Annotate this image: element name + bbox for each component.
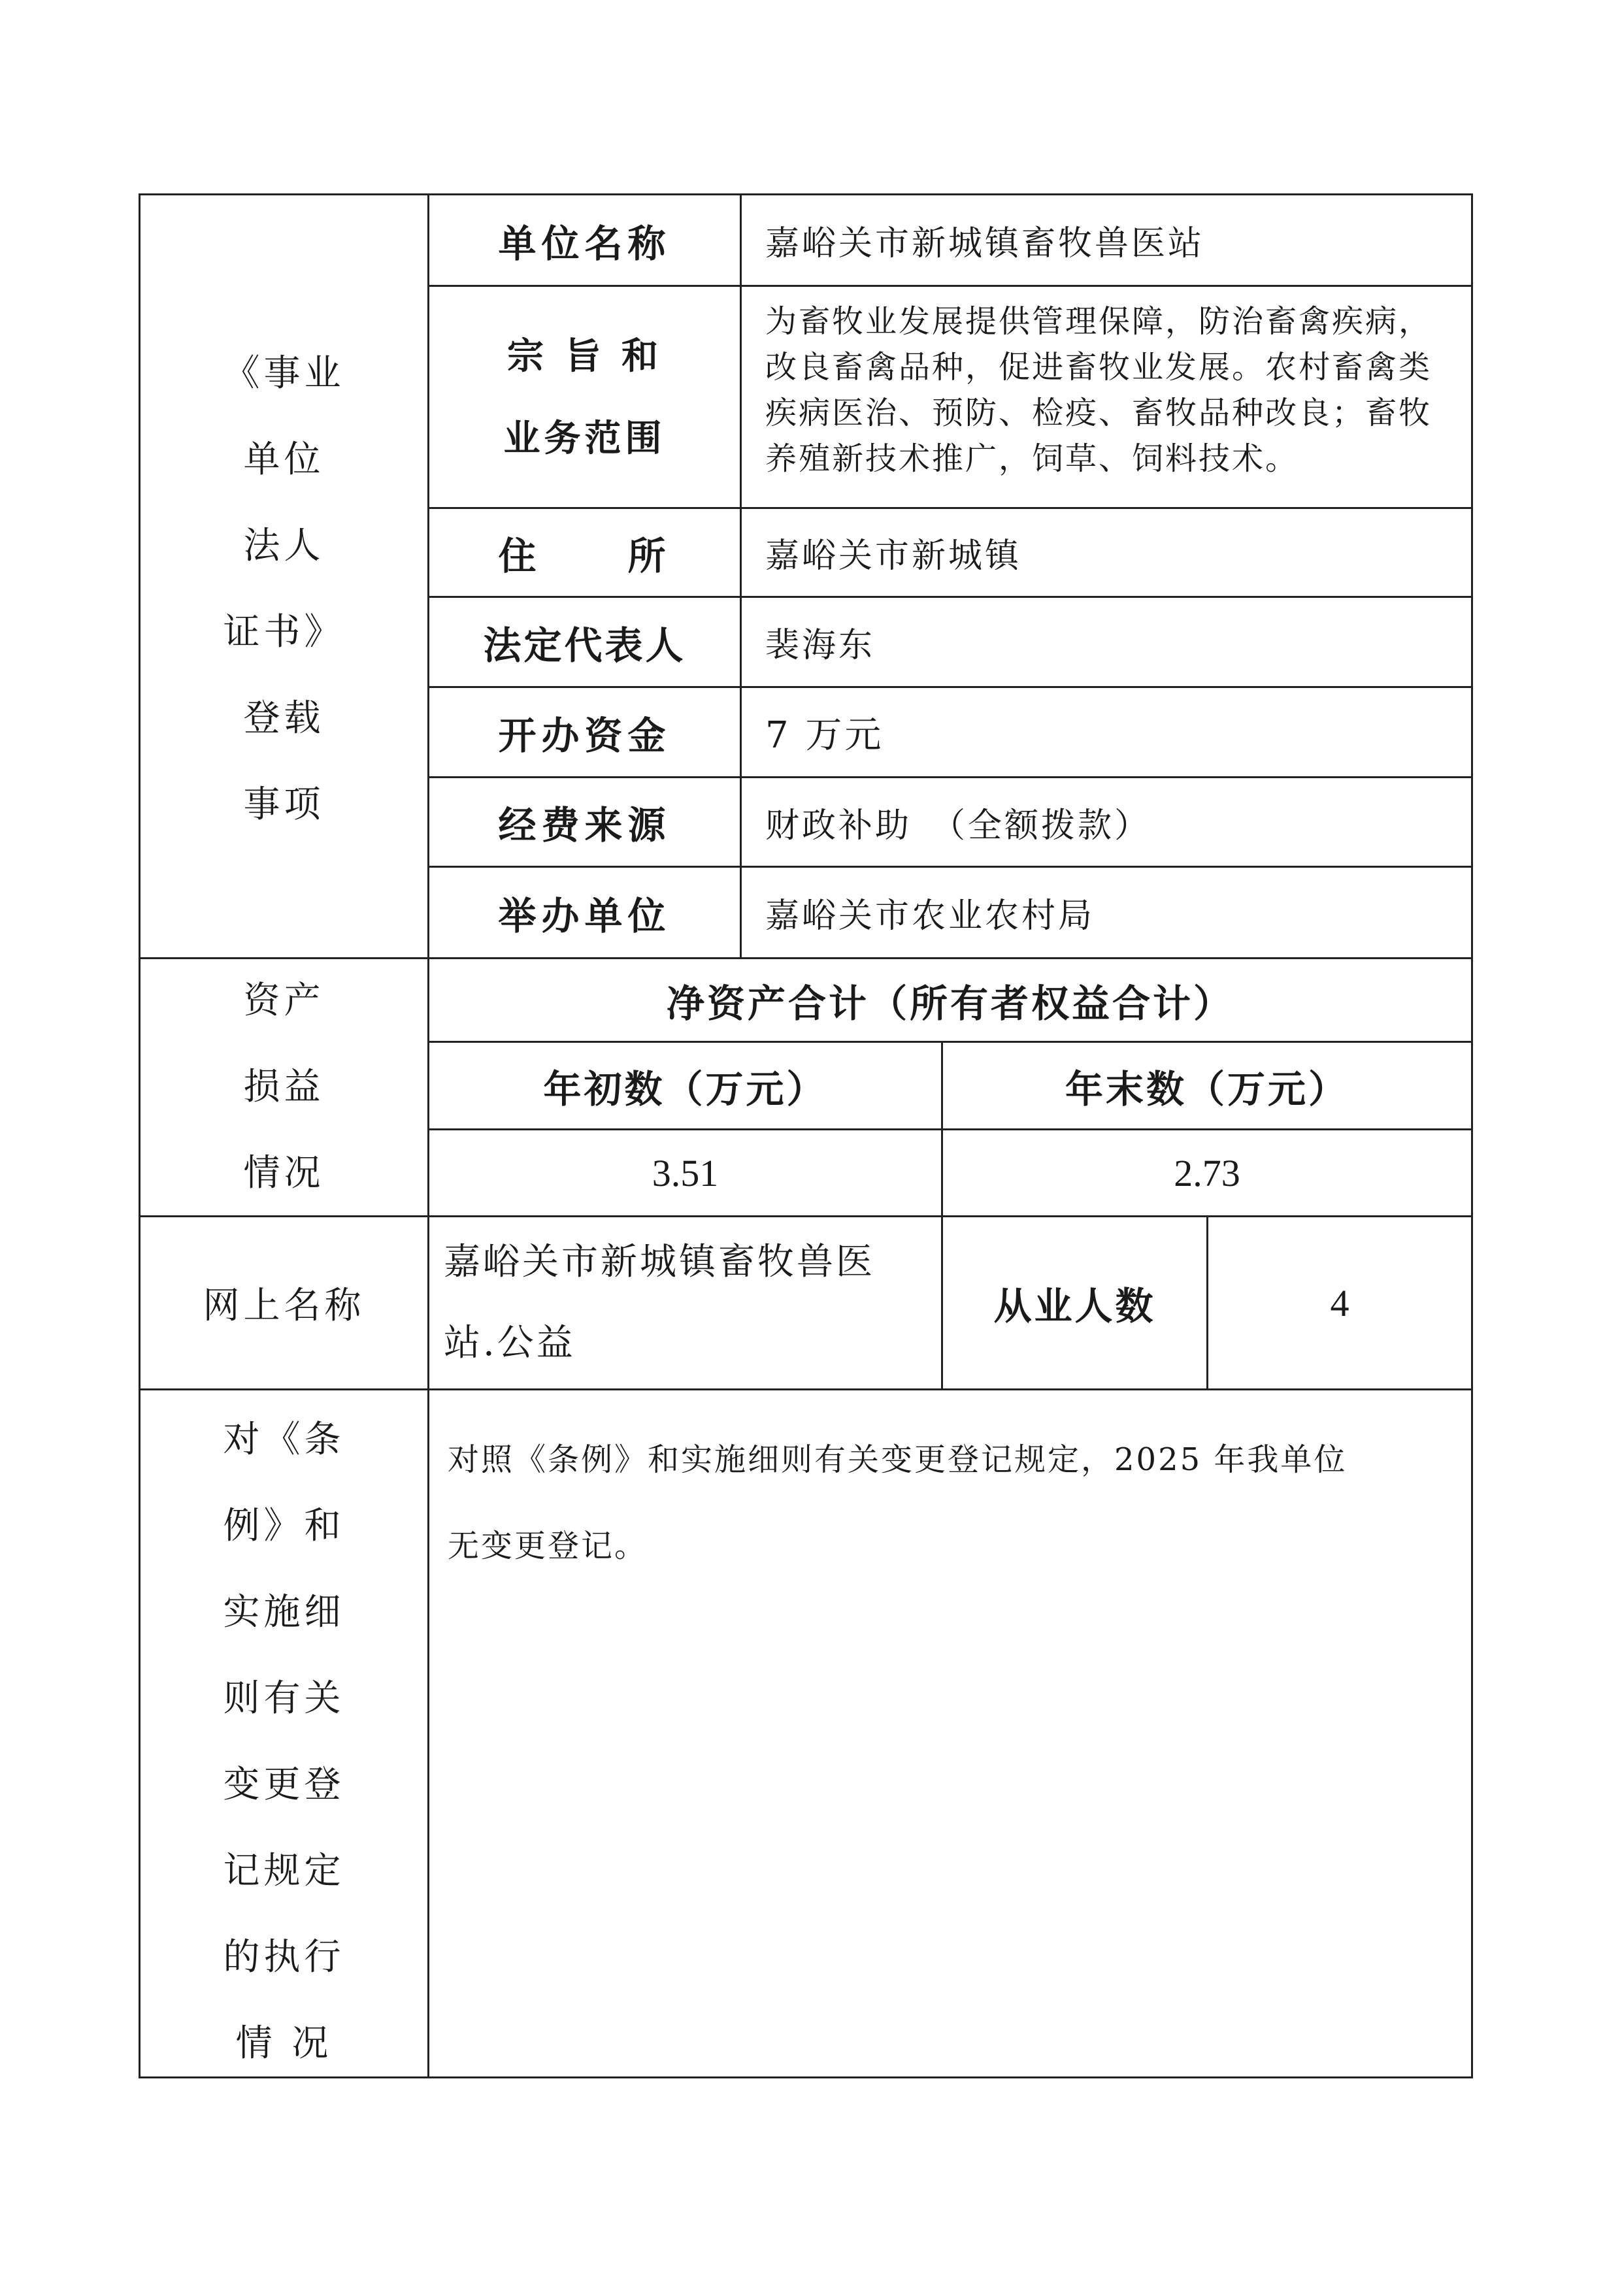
legal-rep-label: 法定代表人 [483,623,686,668]
section1-label [141,195,427,957]
staff-count-value: 4 [1330,1281,1349,1324]
beginning-of-year-value: 3.51 [652,1151,719,1194]
table-border-bottom [139,2076,1473,2078]
label-line: 记规定 [223,1850,345,1892]
funding-source-label: 经费来源 [498,803,671,847]
label-line: 《事业 [223,352,345,395]
address-value: 嘉峪关市新城镇 [765,536,1022,576]
unit-name-value: 嘉峪关市新城镇畜牧兽医站 [765,224,1205,263]
unit-name-label: 单位名称 [498,221,671,266]
table-border-right [1471,193,1473,2078]
label-line: 的执行 [223,1936,345,1978]
legal-rep-value: 裴海东 [765,626,876,665]
label-line: 例》和 [223,1505,345,1547]
label-line: 事项 [243,783,325,826]
label-line: 资产 [243,979,325,1022]
label-line: 证书》 [223,611,345,653]
sponsor-label: 举办单位 [498,893,671,938]
label-line: 实施细 [223,1591,345,1633]
label-line: 登载 [243,697,325,740]
label-line: 单位 [243,438,325,481]
label-line: 业务范围 [503,416,666,460]
value-line: 无变更登记。 [448,1528,648,1564]
change-registration-value [429,1390,1471,2076]
value-line: 嘉峪关市新城镇畜牧兽医 [444,1241,875,1283]
label-line: 情况 [243,1152,325,1194]
end-of-year-value: 2.73 [1174,1151,1240,1194]
online-name-label: 网上名称 [203,1285,365,1327]
label-line: 损益 [243,1066,325,1108]
staff-count-label: 从业人数 [993,1284,1156,1328]
purpose-scope-label [429,287,740,507]
section2-label [141,959,427,1215]
label-line: 变更登 [223,1763,345,1806]
label-line: 法人 [243,525,325,567]
value-line: 站.公益 [444,1322,576,1364]
section4-label [141,1390,427,2076]
label-line: 情 况 [235,2022,333,2065]
funding-source-value: 财政补助 （全额拨款） [765,806,1151,845]
sponsor-value: 嘉峪关市农业农村局 [765,896,1095,936]
purpose-scope-value: 为畜牧业发展提供管理保障，防治畜禽疾病，改良畜禽品种，促进畜牧业发展。农村畜禽类疾病医治、预防、检疫、畜牧品种改良；畜牧养殖新技术推广，饲草、饲料技术。 [765,303,1432,477]
beginning-of-year-header: 年初数（万元） [543,1066,827,1111]
label-line: 则有关 [223,1677,345,1720]
address-label: 住 所 [498,533,671,578]
net-assets-header: 净资产合计（所有者权益合计） [666,981,1234,1026]
capital-value: 7 万元 [765,713,884,757]
capital-label: 开办资金 [498,713,671,758]
end-of-year-header: 年末数（万元） [1065,1066,1349,1111]
value-line: 对照《条例》和实施细则有关变更登记规定，2025 年我单位 [448,1441,1348,1478]
label-line: 对《条 [223,1419,345,1461]
label-line: 宗 旨 和 [507,334,662,378]
online-name-value [429,1217,941,1388]
